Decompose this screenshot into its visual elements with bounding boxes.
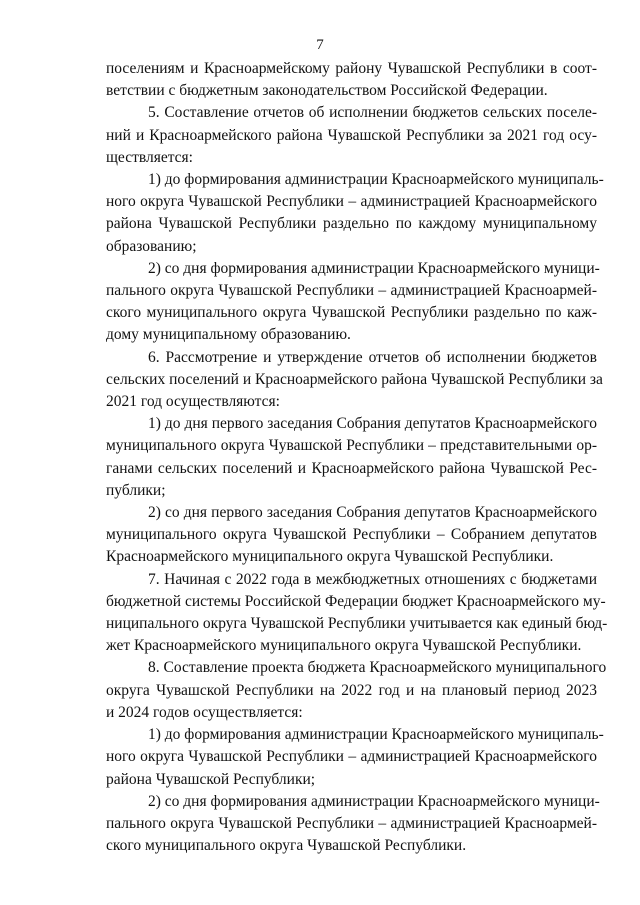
text-line: 2021 год осуществляются: (106, 393, 280, 411)
text-line: Красноармейского муниципального округа Чувашской Республики. (106, 548, 554, 566)
paragraph (106, 347, 603, 414)
text-line: ний и Красноармейского района Чувашской Республики за 2021 год осу- (106, 126, 597, 144)
text-line: жет Красноармейского муниципального округа Чувашской Республики. (106, 637, 582, 655)
text-line: 6. Рассмотрение и утверждение отчетов об исполнении бюджетов (148, 348, 597, 366)
text-line: дому муниципальному образованию. (106, 326, 351, 344)
text-line: 2) со дня первого заседания Собрания депутатов Красноармейского (148, 504, 597, 522)
paragraph (106, 58, 597, 102)
text-line: сельских поселений и Красноармейского района Чувашской Республики за (106, 370, 603, 388)
text-line: бюджетной системы Российской Федерации бюджет Красноармейского му- (106, 592, 606, 610)
text-line: пального округа Чувашской Республики – администрацией Красноармей- (106, 814, 597, 832)
text-line: муниципального округа Чувашской Республики – Собранием депутатов (106, 526, 597, 544)
text-line: и 2024 годов осуществляется: (106, 703, 303, 721)
text-line: округа Чувашской Республики на 2022 год и на плановый период 2023 (106, 681, 597, 699)
text-line: 2) со дня формирования администрации Красноармейского муници- (148, 792, 600, 810)
text-line: 5. Составление отчетов об исполнении бюджетов сельских поселе- (148, 104, 597, 122)
page-number: 7 (316, 37, 324, 53)
text-line: ского муниципального округа Чувашской Республики. (106, 837, 467, 855)
paragraph (106, 502, 597, 569)
text-line: ветствии с бюджетным законодательством Российской Федерации. (106, 82, 548, 100)
text-line: ского муниципального округа Чувашской Республики раздельно по каж- (106, 304, 597, 322)
text-line: пального округа Чувашской Республики – администрацией Красноармей- (106, 282, 597, 300)
text-line: 1) до формирования администрации Красноармейского муниципаль- (148, 171, 604, 189)
text-line: ного округа Чувашской Республики – администрацией Красноармейского (106, 193, 597, 211)
text-line: публики; (106, 481, 166, 499)
text-line: ниципального округа Чувашской Республики учитывается как единый бюд- (106, 615, 608, 633)
text-line: поселениям и Красноармейскому району Чувашской Республики в соот- (106, 60, 597, 77)
paragraph (106, 657, 607, 724)
paragraph (106, 102, 597, 169)
text-line: 8. Составление проекта бюджета Красноармейского муниципального (148, 659, 607, 677)
paragraph (106, 791, 600, 858)
paragraph (106, 413, 597, 502)
text-line: 1) до формирования администрации Красноармейского муниципаль- (148, 726, 604, 744)
text-line: ганами сельских поселений и Красноармейского района Чувашской Рес- (106, 459, 597, 477)
text-line: 2) со дня формирования администрации Красноармейского муници- (148, 259, 600, 277)
paragraph (106, 169, 604, 258)
text-line: района Чувашской Республики раздельно по каждому муниципальному (106, 215, 597, 233)
paragraph (106, 724, 604, 791)
text-line: ного округа Чувашской Республики – администрацией Красноармейского (106, 748, 597, 766)
paragraph (106, 569, 608, 658)
paragraph (106, 258, 600, 347)
text-line: 1) до дня первого заседания Собрания депутатов Красноармейского (148, 415, 597, 433)
text-line: образованию; (106, 237, 197, 255)
text-line: района Чувашской Республики; (106, 770, 316, 788)
text-line: ществляется: (106, 148, 193, 166)
document-body (106, 58, 608, 857)
text-line: муниципального округа Чувашской Республики – представительными ор- (106, 437, 597, 455)
text-line: 7. Начиная с 2022 года в межбюджетных отношениях с бюджетами (148, 570, 597, 588)
